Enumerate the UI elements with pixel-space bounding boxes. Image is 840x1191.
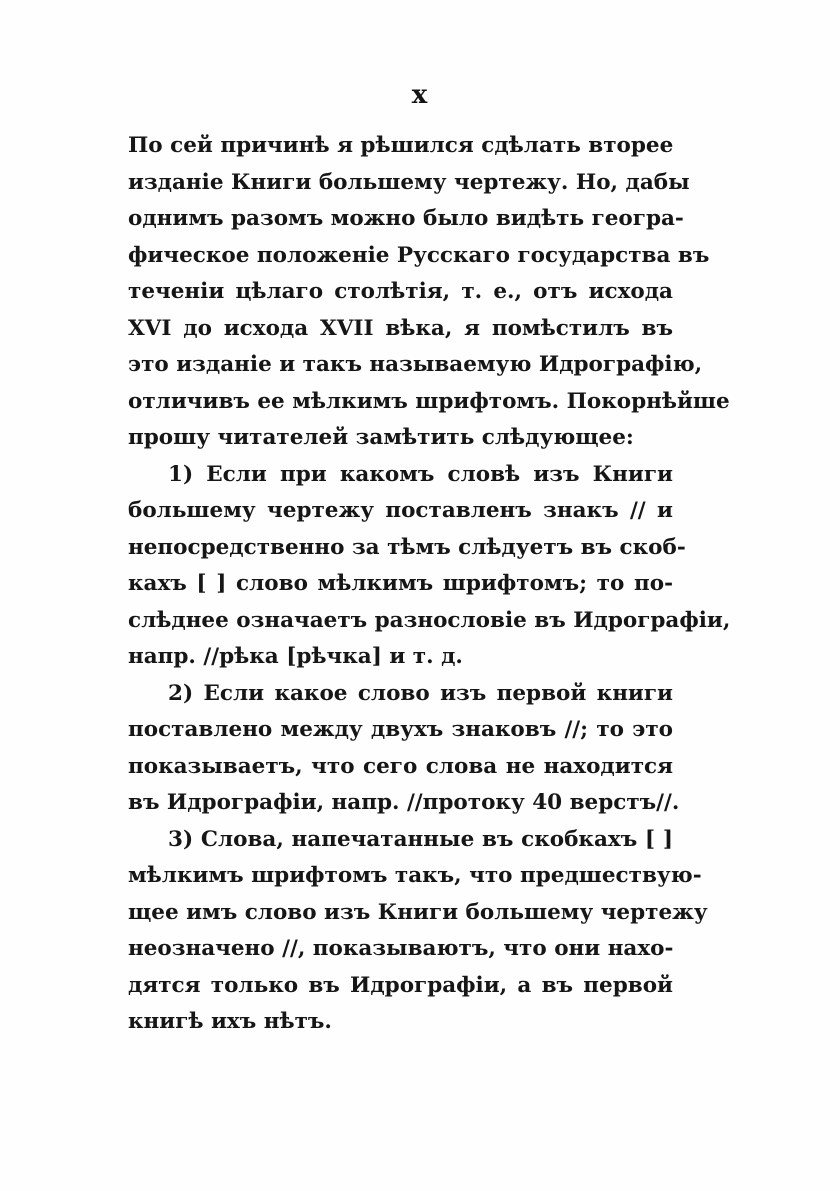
text-line: XVI до исхода XVII вѣка, я помѣстилъ въ [128,315,673,341]
paragraph-intro [128,128,730,457]
text-line: щее имъ слово изъ Книги большему чертежу [128,899,708,925]
text-line: показываетъ, что сего слова не находится [128,753,673,779]
text-line: книгѣ ихъ нѣтъ. [128,1009,332,1034]
page-number: x [411,80,429,110]
text-line: неозначено //, показываютъ, что они нахо- [128,936,674,961]
text-line: дятся только въ Идрографіи, а въ первой [128,972,673,998]
text-line: непосредственно за тѣмъ слѣдуетъ въ скоб- [128,534,686,560]
text-line: кахъ [ ] слово мѣлкимъ шрифтомъ; то по- [128,571,673,596]
text-line: поставлено между двухъ знаковъ //; то это [128,717,673,742]
text-line: это изданіе и такъ называемую Идрографію, [128,352,703,377]
text-line: 3) Слова, напечатанные въ скобкахъ [ ] [168,826,673,852]
text-line: изданіе Книги большему чертежу. Но, дабы [128,169,690,195]
body-text [128,128,731,1041]
text-line: 2) Если какое слово изъ первой книги [168,680,673,706]
paragraph-rule-3 [128,822,708,1041]
text-line: мѣлкимъ шрифтомъ такъ, что предшествую- [128,863,702,888]
paragraph-rule-2 [128,676,680,822]
text-line: напр. //рѣка [рѣчка] и т. д. [128,644,463,669]
text-line: большему чертежу поставленъ знакъ // и [128,498,673,523]
text-line: слѣднее означаетъ разнословіе въ Идрографіи, [128,607,731,633]
text-line: прошу читателей замѣтить слѣдующее: [128,425,634,450]
text-line: 1) Если при какомъ словѣ изъ Книги [168,461,673,487]
text-line: однимъ разомъ можно было видѣть геогра- [128,206,684,231]
text-line: въ Идрографіи, напр. //протоку 40 верстъ//. [128,790,680,815]
text-line: фическое положеніе Русскаго государства въ [128,242,710,268]
text-line: отличивъ ее мѣлкимъ шрифтомъ. Покорнѣйше [128,388,730,414]
paragraph-rule-1 [128,457,731,676]
text-line: По сей причинѣ я рѣшился сдѣлать вторее [128,133,674,158]
text-line: теченіи цѣлаго столѣтія, т. е., отъ исхода [128,279,673,304]
